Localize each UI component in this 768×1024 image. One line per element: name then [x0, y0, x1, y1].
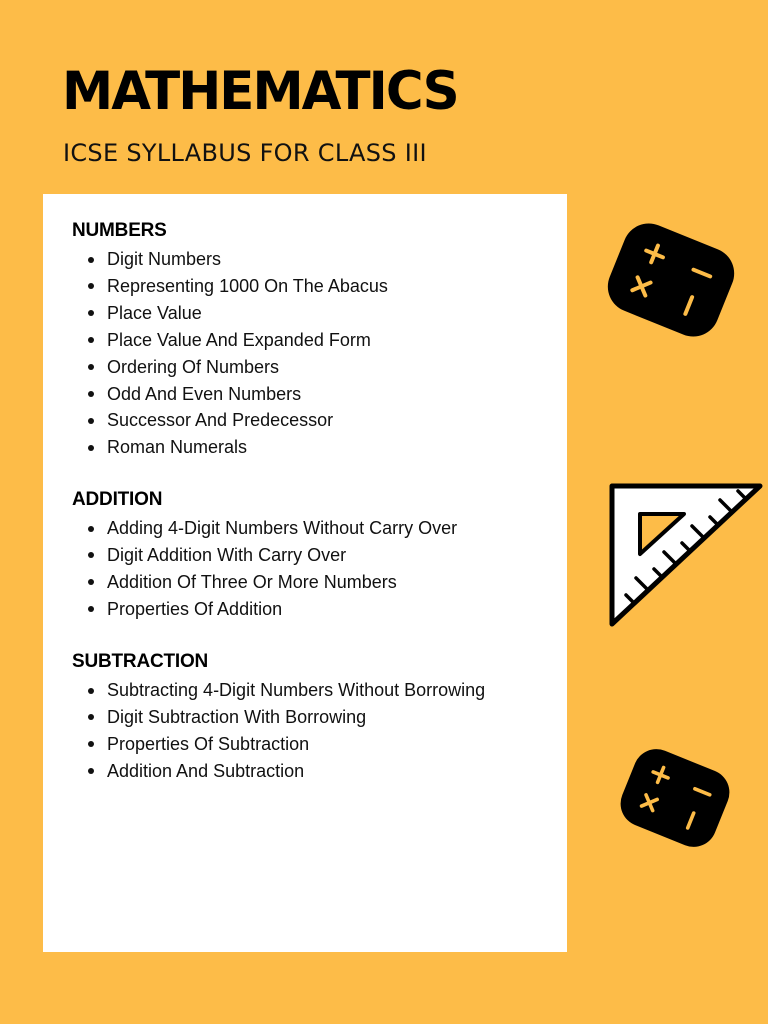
bullet-icon [88, 741, 94, 747]
bullet-icon [88, 337, 94, 343]
bullet-icon [88, 526, 94, 532]
topic-list [72, 677, 562, 785]
list-item [72, 569, 562, 596]
page-title: MATHEMATICS [62, 61, 458, 122]
list-item-label: Place Value And Expanded Form [107, 329, 371, 350]
bullet-icon [88, 257, 94, 263]
list-item-label: Ordering Of Numbers [107, 356, 280, 377]
list-item-label: Digit Numbers [107, 249, 222, 269]
list-item [72, 300, 562, 327]
bullet-icon [88, 688, 94, 694]
list-item [72, 677, 562, 704]
section-addition [72, 488, 562, 623]
math-operators-block-icon [608, 735, 742, 861]
list-item [72, 596, 562, 623]
bullet-icon [88, 418, 94, 424]
topic-list [72, 246, 562, 461]
list-item [72, 273, 562, 300]
bullet-icon [88, 283, 94, 289]
list-item-label: Digit Addition With Carry Over [107, 544, 347, 565]
list-item-label: Properties Of Addition [107, 598, 283, 619]
bullet-icon [88, 310, 94, 316]
bullet-icon [88, 768, 94, 774]
set-square-ruler-icon [606, 480, 768, 632]
bullet-icon [88, 606, 94, 612]
page-subtitle: ICSE SYLLABUS FOR CLASS III [63, 139, 427, 167]
list-item-label: Adding 4-Digit Numbers Without Carry Over [107, 518, 458, 538]
list-item [72, 354, 562, 381]
list-item-label: Subtracting 4-Digit Numbers Without Borrowing [107, 680, 486, 700]
list-item [72, 381, 562, 408]
section-numbers [72, 219, 562, 461]
bullet-icon [88, 714, 94, 720]
list-item-label: Addition Of Three Or More Numbers [107, 571, 397, 592]
section-subtraction [72, 650, 562, 785]
list-item [72, 731, 562, 758]
syllabus-card [43, 194, 567, 952]
list-item [72, 515, 562, 542]
section-heading: SUBTRACTION [72, 651, 209, 672]
list-item-label: Odd And Even Numbers [107, 383, 302, 404]
list-item-label: Place Value [107, 302, 202, 323]
list-item [72, 327, 562, 354]
bullet-icon [88, 445, 94, 451]
math-operators-block-icon [596, 210, 746, 350]
bullet-icon [88, 391, 94, 397]
bullet-icon [88, 579, 94, 585]
section-heading: NUMBERS [72, 220, 167, 241]
section-heading: ADDITION [72, 489, 163, 510]
list-item [72, 758, 562, 785]
list-item-label: Digit Subtraction With Borrowing [107, 706, 367, 727]
bullet-icon [88, 552, 94, 558]
list-item [72, 407, 562, 434]
list-item-label: Properties Of Subtraction [107, 733, 310, 754]
list-item [72, 246, 562, 273]
bullet-icon [88, 364, 94, 370]
list-item [72, 434, 562, 461]
list-item [72, 704, 562, 731]
list-item-label: Roman Numerals [107, 437, 248, 458]
list-item-label: Addition And Subtraction [107, 760, 305, 781]
list-item-label: Representing 1000 On The Abacus [107, 275, 388, 296]
topic-list [72, 515, 562, 623]
list-item [72, 542, 562, 569]
list-item-label: Successor And Predecessor [107, 410, 334, 431]
